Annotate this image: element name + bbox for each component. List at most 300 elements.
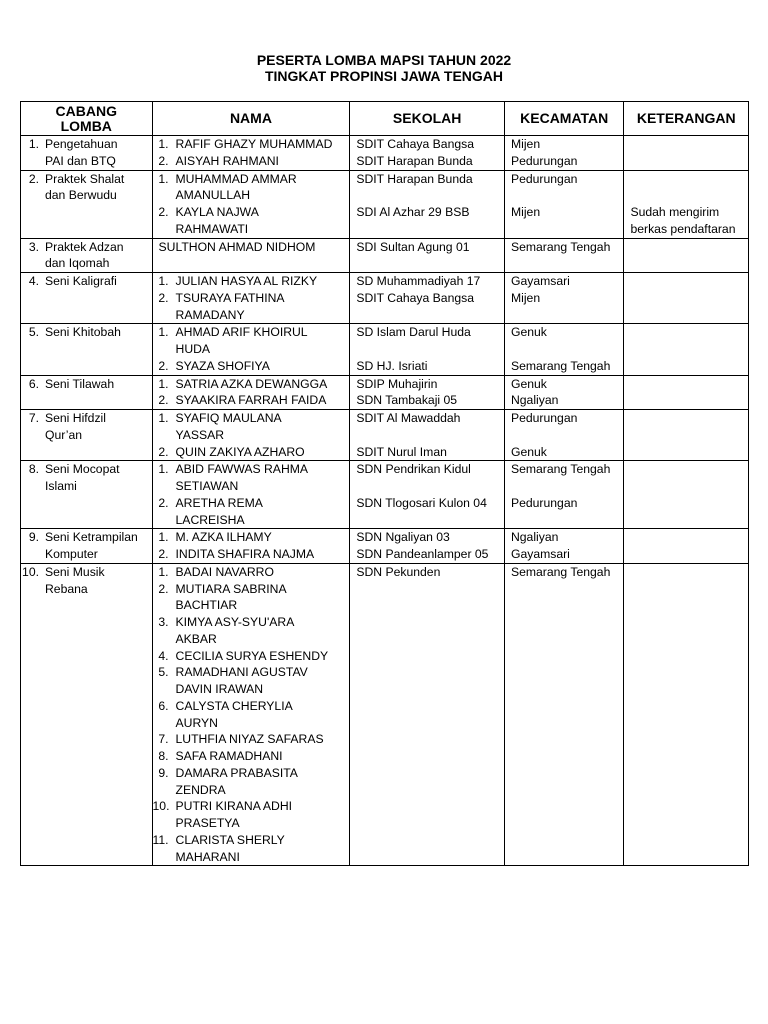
- participant-name: SATRIA AZKA DEWANGGA: [175, 376, 328, 391]
- nama-cell: [152, 238, 350, 273]
- participant-name: AKBAR: [175, 631, 217, 646]
- spacer: [624, 341, 748, 358]
- participant-number: 1.: [158, 462, 169, 477]
- column-header-cabang: CABANG LOMBA: [21, 102, 153, 136]
- keterangan-cell: [624, 324, 749, 375]
- participant-name-line: [153, 731, 350, 748]
- keterangan-cell: [624, 529, 749, 564]
- spacer: [624, 324, 748, 341]
- spacer: [624, 307, 748, 324]
- participant-number: [153, 715, 176, 732]
- participant-name-line: [153, 427, 350, 444]
- participant-name: KAYLA NAJWA: [175, 205, 259, 219]
- cabang-line: [21, 546, 152, 563]
- spacer: [624, 290, 748, 307]
- spacer: [624, 529, 748, 546]
- row-number: [21, 153, 45, 170]
- participant-name-line: [153, 597, 350, 614]
- cabang-text: Seni Hifdzil: [45, 411, 106, 425]
- spacer: [624, 273, 748, 290]
- participant-name-line: [153, 376, 350, 393]
- participant-name-line: [153, 546, 350, 563]
- kecamatan-cell: [504, 324, 623, 375]
- spacer: [350, 187, 504, 204]
- spacer: [624, 427, 748, 444]
- cabang-text: Qur’an: [45, 427, 83, 442]
- participant-name-line: [153, 324, 350, 341]
- participant-number: 1.: [158, 564, 169, 579]
- participant-name-line: [153, 290, 350, 307]
- participant-number: 2.: [158, 358, 169, 373]
- cabang-cell: [21, 375, 153, 410]
- cabang-text: Seni Mocopat: [45, 462, 120, 477]
- cabang-line: [21, 376, 152, 393]
- participant-name: HUDA: [175, 342, 211, 356]
- participant-name-line: [153, 187, 350, 204]
- participant-number: 10.: [152, 799, 170, 814]
- participant-number: 2.: [158, 153, 169, 168]
- participant-name: SYAAKIRA FARRAH FAIDA: [175, 393, 327, 408]
- row-number: [21, 581, 45, 598]
- kecamatan-text: Pedurungan: [510, 411, 578, 425]
- column-header-nama: NAMA: [152, 102, 350, 136]
- keterangan-cell: [624, 273, 749, 324]
- participant-name-line: [153, 495, 350, 512]
- sekolah-text: SDIT Harapan Bunda: [356, 153, 473, 168]
- participant-name: SAFA RAMADHANI: [175, 749, 283, 763]
- participant-name: SULTHON AHMAD NIDHOM: [158, 239, 316, 254]
- participant-name-line: [153, 461, 350, 478]
- cabang-line: [21, 581, 152, 598]
- spacer: [624, 461, 748, 478]
- cabang-text: Islami: [45, 479, 77, 493]
- nama-cell: [152, 410, 350, 461]
- cabang-text: Seni Kaligrafi: [45, 274, 117, 288]
- participant-name-line: [153, 698, 350, 715]
- nama-cell: [152, 375, 350, 410]
- sekolah-cell: [350, 461, 505, 529]
- sekolah-text: SDN Pekunden: [356, 564, 441, 579]
- participant-name: KIMYA ASY-SYU'ARA: [175, 615, 295, 629]
- spacer: [350, 512, 504, 529]
- participant-name-line: [153, 478, 350, 495]
- participant-name-line: [153, 444, 350, 461]
- cabang-line: [21, 136, 152, 153]
- kecamatan-cell: [504, 410, 623, 461]
- kecamatan-text: Ngaliyan: [510, 393, 559, 408]
- nama-cell: [152, 170, 350, 238]
- kecamatan-text: Mijen: [510, 290, 541, 305]
- cabang-text: PAI dan BTQ: [45, 153, 116, 168]
- participant-name: RAMADANY: [175, 307, 245, 322]
- participant-name: DAVIN IRAWAN: [175, 682, 264, 696]
- participant-number: 6.: [158, 698, 169, 713]
- sekolah-text: SD HJ. Isriati: [356, 358, 428, 373]
- participant-number: 1.: [158, 325, 169, 340]
- row-number: 4.: [28, 274, 39, 288]
- participant-number: 1.: [158, 411, 169, 425]
- document-title: PESERTA LOMBA MAPSI TAHUN 2022: [256, 52, 512, 68]
- sekolah-text: SDN Pendrikan Kidul: [356, 462, 471, 477]
- row-number: 6.: [28, 376, 39, 391]
- keterangan-text: Sudah mengirim: [630, 205, 720, 219]
- participant-name-line: [153, 715, 350, 732]
- participant-name-line: [153, 171, 350, 188]
- participant-name: LACREISHA: [175, 512, 245, 527]
- sekolah-cell: [350, 324, 505, 375]
- column-header-keterangan: KETERANGAN: [624, 102, 749, 136]
- cabang-line: [21, 529, 152, 546]
- cabang-line: [21, 410, 152, 427]
- spacer: [624, 376, 748, 393]
- kecamatan-cell: [504, 375, 623, 410]
- participant-name: RAHMAWATI: [175, 221, 249, 236]
- cabang-text: dan Iqomah: [45, 256, 110, 271]
- participant-number: 3.: [158, 615, 169, 629]
- participant-name: MUHAMMAD AMMAR: [175, 171, 297, 186]
- participant-number: 1.: [158, 530, 169, 545]
- participant-number: 1.: [158, 137, 169, 151]
- row-number: 1.: [28, 137, 39, 151]
- participant-number: [153, 631, 176, 648]
- row-number: 9.: [28, 530, 39, 545]
- cabang-cell: [21, 136, 153, 171]
- spacer: [505, 187, 623, 204]
- sekolah-text: SDI Sultan Agung 01: [356, 239, 470, 254]
- sekolah-text: SDI Al Azhar 29 BSB: [356, 205, 470, 219]
- kecamatan-text: Semarang Tengah: [510, 462, 611, 477]
- participant-number: 2.: [158, 444, 169, 459]
- sekolah-cell: [350, 170, 505, 238]
- kecamatan-text: Semarang Tengah: [510, 239, 611, 254]
- participant-name: SETIAWAN: [175, 479, 239, 493]
- sekolah-text: SDN Tambakaji 05: [356, 393, 458, 408]
- participant-name: RAMADHANI AGUSTAV: [175, 665, 308, 680]
- participant-name: M. AZKA ILHAMY: [175, 530, 272, 545]
- kecamatan-text: Semarang Tengah: [510, 358, 611, 373]
- sekolah-cell: [350, 136, 505, 171]
- row-number: [21, 427, 45, 444]
- participant-name-line: [153, 341, 350, 358]
- participant-name-line: [153, 614, 350, 631]
- kecamatan-cell: [504, 238, 623, 273]
- participant-number: [153, 512, 176, 529]
- participant-name-line: [153, 153, 350, 170]
- participant-number: 9.: [158, 765, 169, 780]
- cabang-text: Pengetahuan: [45, 137, 118, 151]
- spacer: [624, 153, 748, 170]
- keterangan-cell: [624, 136, 749, 171]
- column-header-sekolah: SEKOLAH: [350, 102, 505, 136]
- spacer: [624, 546, 748, 563]
- cabang-cell: [21, 529, 153, 564]
- participant-name: AHMAD ARIF KHOIRUL: [175, 325, 308, 340]
- participant-name-line: [153, 581, 350, 598]
- kecamatan-cell: [504, 529, 623, 564]
- sekolah-text: SDIT Nurul Iman: [356, 444, 447, 459]
- keterangan-text: berkas pendaftaran: [630, 221, 736, 236]
- keterangan-cell: [624, 170, 749, 238]
- sekolah-cell: [350, 410, 505, 461]
- spacer: [624, 512, 748, 529]
- participant-name: AURYN: [175, 715, 218, 730]
- sekolah-text: SDIT Cahaya Bangsa: [356, 137, 474, 151]
- kecamatan-cell: [504, 563, 623, 866]
- participant-number: [153, 187, 176, 204]
- participant-number: 2.: [158, 547, 169, 561]
- participant-number: 1.: [158, 171, 169, 186]
- spacer: [350, 221, 504, 238]
- kecamatan-text: Mijen: [510, 205, 541, 219]
- cabang-line: [21, 427, 152, 444]
- participant-name-line: [153, 748, 350, 765]
- table-row: [21, 324, 749, 375]
- nama-cell: [152, 529, 350, 564]
- participant-name-line: [153, 681, 350, 698]
- cabang-line: [21, 324, 152, 341]
- sekolah-text: SDIT Al Mawaddah: [356, 411, 461, 425]
- participant-name-line: [153, 307, 350, 324]
- cabang-text: Rebana: [45, 581, 88, 596]
- participant-name: SYAFIQ MAULANA: [175, 411, 282, 425]
- spacer: [624, 239, 748, 256]
- participant-name-line: [153, 410, 350, 427]
- participant-name: JULIAN HASYA AL RIZKY: [175, 274, 318, 288]
- kecamatan-text: Ngaliyan: [510, 530, 559, 545]
- participants-table: [20, 101, 749, 866]
- cabang-line: [21, 273, 152, 290]
- participant-name-line: [153, 849, 350, 866]
- participant-name: PRASETYA: [175, 816, 240, 830]
- keterangan-cell: [624, 238, 749, 273]
- kecamatan-text: Genuk: [510, 325, 547, 340]
- cabang-line: [21, 187, 152, 204]
- spacer: [505, 478, 623, 495]
- table-row: [21, 170, 749, 238]
- row-number: 5.: [28, 325, 39, 340]
- participant-number: 8.: [158, 749, 169, 763]
- row-number: 2.: [28, 171, 39, 186]
- participant-number: [153, 681, 176, 698]
- sekolah-text: SDIP Muhajirin: [356, 376, 438, 391]
- table-body: [21, 136, 749, 866]
- participant-name-line: [153, 782, 350, 799]
- participant-number: 1.: [158, 376, 169, 391]
- spacer: [350, 341, 504, 358]
- cabang-text: Seni Ketrampilan: [45, 530, 138, 545]
- table-row: [21, 375, 749, 410]
- sekolah-cell: [350, 238, 505, 273]
- kecamatan-cell: [504, 136, 623, 171]
- participant-number: [153, 221, 176, 238]
- table-row: [21, 529, 749, 564]
- participant-number: [153, 341, 176, 358]
- spacer: [624, 187, 748, 204]
- participant-number: [153, 427, 176, 444]
- participant-number: [153, 478, 176, 495]
- participant-name-line: [153, 392, 350, 409]
- participant-name-line: [153, 136, 350, 153]
- table-row: [21, 563, 749, 866]
- participant-name-line: [153, 631, 350, 648]
- participant-number: 2.: [158, 290, 169, 305]
- cabang-text: Komputer: [45, 547, 98, 561]
- row-number: [21, 546, 45, 563]
- participant-name: QUIN ZAKIYA AZHARO: [175, 444, 305, 459]
- spacer: [624, 171, 748, 188]
- cabang-cell: [21, 273, 153, 324]
- table-row: [21, 136, 749, 171]
- document-subtitle: TINGKAT PROPINSI JAWA TENGAH: [264, 68, 503, 84]
- participant-name: RAFIF GHAZY MUHAMMAD: [175, 137, 333, 151]
- participant-name: AISYAH RAHMANI: [175, 153, 279, 168]
- kecamatan-cell: [504, 461, 623, 529]
- participant-name: YASSAR: [175, 427, 225, 442]
- sekolah-text: SDIT Harapan Bunda: [356, 171, 473, 186]
- table-row: [21, 461, 749, 529]
- participant-number: 2.: [158, 205, 169, 219]
- kecamatan-text: Pedurungan: [510, 153, 578, 168]
- participant-number: [153, 307, 176, 324]
- sekolah-text: SD Islam Darul Huda: [356, 325, 471, 340]
- participant-name: INDITA SHAFIRA NAJMA: [175, 547, 315, 561]
- spacer: [624, 495, 748, 512]
- participant-name-line: [153, 221, 350, 238]
- participant-number: [153, 597, 176, 614]
- cabang-text: Praktek Adzan: [45, 239, 124, 254]
- cabang-line: [21, 478, 152, 495]
- participant-name: DAMARA PRABASITA: [175, 765, 298, 780]
- participant-name: BACHTIAR: [175, 598, 238, 613]
- table-row: [21, 238, 749, 273]
- row-number: 3.: [28, 239, 39, 254]
- participant-name: CLARISTA SHERLY: [175, 832, 285, 847]
- participant-number: 5.: [158, 665, 169, 680]
- keterangan-cell: [624, 563, 749, 866]
- spacer: [505, 427, 623, 444]
- nama-cell: [152, 273, 350, 324]
- sekolah-text: SDN Pandeanlamper 05: [356, 547, 489, 561]
- cabang-line: [21, 461, 152, 478]
- cabang-cell: [21, 170, 153, 238]
- kecamatan-text: Genuk: [510, 444, 547, 459]
- sekolah-text: SD Muhammadiyah 17: [356, 274, 481, 288]
- row-number: 10.: [22, 564, 39, 579]
- kecamatan-text: Genuk: [510, 376, 547, 391]
- participant-name-line: [153, 798, 350, 815]
- participant-name-line: [153, 512, 350, 529]
- participant-name: ZENDRA: [175, 782, 226, 797]
- participant-name-line: [153, 664, 350, 681]
- cabang-text: Praktek Shalat: [45, 171, 125, 186]
- cabang-line: [21, 239, 152, 256]
- nama-cell: [152, 563, 350, 866]
- spacer: [505, 307, 623, 324]
- sekolah-text: SDN Ngaliyan 03: [356, 530, 450, 545]
- participant-number: 2.: [158, 495, 169, 510]
- spacer: [624, 358, 748, 375]
- column-header-kecamatan: KECAMATAN: [504, 102, 623, 136]
- sekolah-cell: [350, 273, 505, 324]
- row-number: [21, 187, 45, 204]
- cabang-text: Seni Tilawah: [45, 376, 115, 391]
- participant-name: SYAZA SHOFIYA: [175, 358, 270, 373]
- participant-number: [153, 782, 176, 799]
- cabang-text: Seni Khitobah: [45, 325, 121, 340]
- cabang-line: [21, 564, 152, 581]
- participant-number: [153, 849, 176, 866]
- sekolah-cell: [350, 529, 505, 564]
- participant-name-line: [153, 529, 350, 546]
- spacer: [624, 410, 748, 427]
- participant-name: TSURAYA FATHINA: [175, 290, 285, 305]
- sekolah-cell: [350, 375, 505, 410]
- participant-name-line: [153, 815, 350, 832]
- kecamatan-text: Gayamsari: [510, 547, 570, 561]
- cabang-text: dan Berwudu: [45, 188, 117, 203]
- participant-name-line: [153, 564, 350, 581]
- participant-name: CALYSTA CHERYLIA: [175, 698, 293, 713]
- spacer: [624, 478, 748, 495]
- table-header-row: [21, 102, 749, 136]
- cabang-cell: [21, 410, 153, 461]
- sekolah-cell: [350, 563, 505, 866]
- participant-name: LUTHFIA NIYAZ SAFARAS: [175, 732, 324, 747]
- kecamatan-text: Gayamsari: [510, 274, 570, 288]
- participant-name-line: [153, 204, 350, 221]
- nama-cell: [152, 461, 350, 529]
- sekolah-text: SDN Tlogosari Kulon 04: [356, 495, 487, 510]
- table-row: [21, 410, 749, 461]
- participant-number: [153, 815, 176, 832]
- cabang-text: Seni Musik: [45, 564, 105, 579]
- cabang-cell: [21, 238, 153, 273]
- kecamatan-text: Pedurungan: [510, 171, 578, 186]
- spacer: [624, 392, 748, 409]
- cabang-cell: [21, 563, 153, 866]
- participant-name: AMANULLAH: [175, 188, 251, 203]
- spacer: [505, 341, 623, 358]
- cabang-cell: [21, 461, 153, 529]
- spacer: [350, 478, 504, 495]
- spacer: [350, 427, 504, 444]
- participant-name-line: [153, 832, 350, 849]
- participant-name: MUTIARA SABRINA: [175, 581, 287, 596]
- spacer: [624, 444, 748, 461]
- spacer: [350, 307, 504, 324]
- participant-name-line: [153, 358, 350, 375]
- participant-number: 1.: [158, 274, 169, 288]
- participant-name: ARETHA REMA: [175, 495, 263, 510]
- participant-name: BADAI NAVARRO: [175, 564, 274, 579]
- participant-name-line: [153, 648, 350, 665]
- participant-number: 2.: [158, 393, 169, 408]
- nama-cell: [152, 324, 350, 375]
- spacer: [505, 512, 623, 529]
- spacer: [624, 136, 748, 153]
- cabang-line: [21, 171, 152, 188]
- row-number: 8.: [28, 462, 39, 477]
- participant-number: 7.: [158, 732, 169, 747]
- kecamatan-cell: [504, 170, 623, 238]
- row-number: [21, 478, 45, 495]
- participant-name: ABID FAWWAS RAHMA: [175, 462, 309, 477]
- kecamatan-cell: [504, 273, 623, 324]
- row-number: [21, 255, 45, 272]
- nama-cell: [152, 136, 350, 171]
- table-row: [21, 273, 749, 324]
- keterangan-cell: [624, 375, 749, 410]
